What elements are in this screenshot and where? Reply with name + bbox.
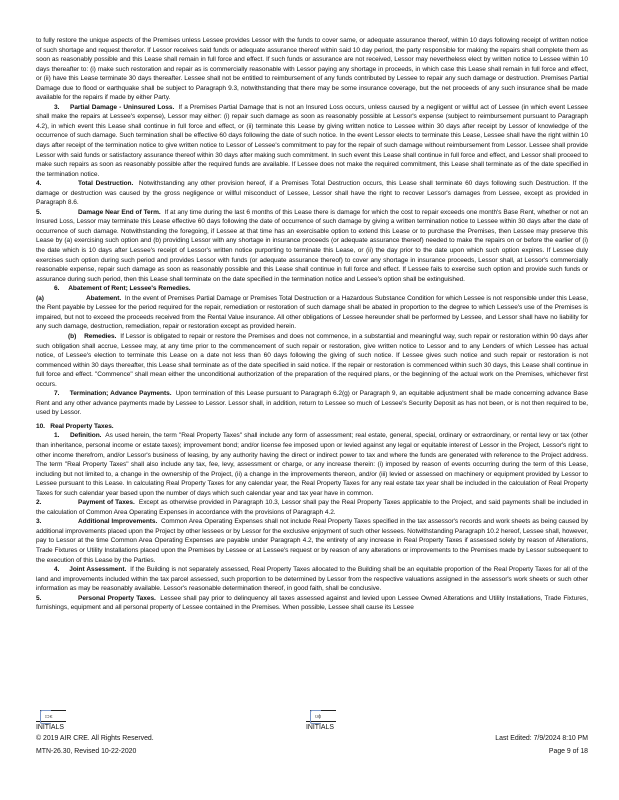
paragraph-number: 2. — [36, 499, 42, 507]
paragraph-9-6-b — [36, 332, 588, 389]
paragraph-heading: Remedies. — [84, 332, 117, 340]
paragraph-text: If at any time during the last 6 months of this Lease there is damage for which the cost to repair exceeds one month's Base Rent, whether or not an Insured Loss, Lessor may terminate this Lease effective 60 days following the date of occurrence of such damage by giving a written termination notice to Lessee within 30 days after the date of occurrence of such damage. Notwithstanding the foregoing, if Lessee at that time has an exercisable option to extend this Lease or to purchase the Premises, then Lessee may preserve this Lease by (a) exercising such option and (b) providing Lessor with any shortage in insurance proceeds (or adequate assurance thereof) needed to make the repairs on or before the earlier of (i) the date which is 10 days after Lessee's receipt of Lessor's written notice purporting to terminate this Lease, or (ii) the day prior to the date upon which such option expires. If Lessee duly exercises such option during such period and provides Lessor with funds (or adequate assurance thereof) to cover any shortage in insurance proceeds, Lessor shall, at Lessor's commercially reasonable expense, repair such damage as soon as reasonably possible and this Lease shall continue in full force and effect. If Lessee fails to exercise such option and provide such funds or assurance during such period, then this Lease shall terminate on the date specified in the termination notice and Lessee's option shall be extinguished. — [36, 208, 588, 283]
paragraph-text: If a Premises Partial Damage that is not an Insured Loss occurs, unless caused by a negligent or willful act of Lessee (in which event Lessee shall make the repairs at Lessee's expense), Lessor may either: (i) repair such damage as soon as reasonably possible at Lessor's expense (subject to reimbursement pursuant to Paragraph 4.2), in which event this Lease shall continue in full force and effect, or (ii) terminate this Lease by giving written notice to Lessee within 30 days after receipt by Lessor of knowledge of the occurrence of such damage. Such termination shall be effective 60 days following the date of such notice. In the event Lessor elects to terminate this Lease, Lessee shall have the right within 10 days after receipt of the termination notice to give written notice to Lessor of Lessee's commitment to pay for the repair of such damage without reimbursement from Lessor. Lessee shall provide Lessor with said funds or satisfactory assurance thereof within 30 days after making such commitment. In such event this Lease shall continue in full force and effect, and Lessor shall proceed to make such repairs as soon as reasonably possible after the required funds are available. If Lessee does not make the required commitment, this Lease shall terminate as of the date specified in the termination notice. — [36, 103, 588, 178]
paragraph-number: 3. — [54, 103, 60, 111]
paragraph-heading: Personal Property Taxes. — [78, 594, 156, 602]
paragraph-text: In the event of Premises Partial Damage or Premises Total Destruction or a Hazardous Substance Condition for which Lessee is not responsible under this Lease, the Rent payable by Lessee for the period required for the repair, remediation or restoration of such damage shall be abated in proportion to the degree to which Lessee's use of the Premises is impaired, but not to exceed the proceeds received from the Rental Value insurance. All other obligations of Lessee hereunder shall be performed by Lessee, and Lessor shall have no liability for any such damage, destruction, remediation, repair or restoration except as provided herein. — [36, 294, 588, 331]
paragraph-10-3 — [36, 517, 588, 565]
paragraph-text: Upon termination of this Lease pursuant to Paragraph 6.2(g) or Paragraph 9, an equitable adjustment shall be made concerning advance Base Rent and any other advance payments made by Lessee to Lessor. Lessor shall, in addition, return to Lessee so much of Lessee's Security Deposit as has not been, or is not then required to be, used by Lessor. — [36, 390, 588, 417]
section-10-heading — [36, 422, 588, 432]
last-edited-timestamp: Last Edited: 7/9/2024 8:10 PM — [495, 735, 588, 742]
lessor-initials-mark: ɪɔĸ — [45, 714, 53, 720]
paragraph-10-5 — [36, 594, 588, 613]
paragraph-heading: Damage Near End of Term. — [78, 208, 161, 216]
paragraph-text: If Lessor is obligated to repair or restore the Premises and does not commence, in a substantial and meaningful way, such repair or restoration within 90 days after such obligation shall accrue, Lessee may, at any time prior to the commencement of such repair or restoration, give written notice to Lessor and to any Lenders of which Lessee has actual notice, of Lessee's election to terminate this Lease on a date not less than 60 days following the giving of such notice. If Lessee gives such notice and such repair or restoration is not commenced within 30 days thereafter, this Lease shall terminate as of the date specified in said notice. If the repair or restoration is commenced within such 30 days, this Lease shall continue in full force and effect. "Commence" shall mean either the unconditional authorization of the preparation of the required plans, or the beginning of the actual work on the Premises, whichever first occurs. — [36, 332, 588, 388]
paragraph-text: Notwithstanding any other provision hereof, if a Premises Total Destruction occurs, this Lease shall terminate 60 days following such Destruction. If the damage or destruction was caused by the gross negligence or willful misconduct of Lessee, Lessor shall have the right to recover Lessor's damages from Lessee, except as provided in Paragraph 8.6. — [36, 180, 588, 207]
paragraph-number: (a) — [36, 294, 44, 302]
paragraph-10-2 — [36, 498, 588, 517]
paragraph-text: Except as otherwise provided in Paragraph 10.3, Lessor shall pay the Real Property Taxes applicable to the Project, and said payments shall be included in the calculation of Common Area Operating Expenses in accordance with the provisions of Paragraph 4.2. — [36, 499, 588, 516]
paragraph-9-3 — [36, 103, 588, 179]
paragraph-10-4 — [36, 565, 588, 594]
document-page — [36, 36, 588, 613]
paragraph-text: If the Building is not separately assessed, Real Property Taxes allocated to the Building shall be an equitable proportion of the Real Property Taxes for all of the land and improvements included within the tax parcel assessed, such proportion to be determined by Lessor from the respective valuations assigned in the assessor's work sheets or such other information as may be reasonably available. Lessor's reasonable determination thereof, in good faith, shall be conclusive. — [36, 566, 588, 593]
paragraph-heading: Termination; Advance Payments. — [69, 390, 172, 398]
lessor-initials-field[interactable] — [36, 710, 66, 722]
form-code: MTN-26.30, Revised 10-22-2020 — [36, 748, 137, 755]
paragraph-heading: Payment of Taxes. — [78, 499, 135, 507]
section-heading: Real Property Taxes. — [50, 422, 114, 430]
paragraph-number: 4. — [36, 180, 42, 188]
paragraph-heading: Total Destruction. — [78, 180, 134, 188]
paragraph-number: 3. — [36, 518, 42, 526]
initials-label-lessee: INITIALS — [306, 724, 334, 731]
paragraph-9-6 — [36, 284, 588, 294]
paragraph-9-7 — [36, 389, 588, 418]
lessee-initials-mark: ʋɸ — [315, 714, 322, 720]
paragraph-9-5 — [36, 208, 588, 284]
paragraph-number: 1. — [54, 432, 60, 440]
lessee-initials-field[interactable] — [306, 710, 336, 722]
paragraph-number: 7. — [54, 390, 60, 398]
paragraph-text: Common Area Operating Expenses shall not include Real Property Taxes specified in the tax assessor's records and work sheets as being caused by additional improvements placed upon the Project by other lessees or by Lessor for the exclusive enjoyment of such other lessees. Notwithstanding Paragraph 10.2 hereof, Lessee shall, however, pay to Lessor at the time Common Area Operating Expenses are payable under Paragraph 4.2, the entirety of any increase in Real Property Taxes if assessed solely by reason of Alterations, Trade Fixtures or Utility Installations placed upon the Premises by Lessee or at Lessee's request or by reason of any alterations or improvements to the Premises made by Lessor subsequent to the execution of this Lease by the Parties. — [36, 518, 588, 564]
paragraph-text: to fully restore the unique aspects of the Premises unless Lessee provides Lessor with the funds to cover same, or adequate assurance thereof, within 10 days following receipt of written notice of such shortage and request therefor. If Lessor receives said funds or adequate assurance thereof within said 10 day period, the party responsible for making the repairs shall complete them as soon as reasonably possible and this Lease shall remain in full force and effect. If such funds or assurance are not received, Lessor may nevertheless elect by written notice to Lessee within 10 days thereafter to: (i) make such restoration and repair as is commercially reasonable with Lessor paying any shortage in proceeds, in which case this Lease shall remain in full force and effect, or (ii) have this Lease terminate 30 days thereafter. Lessee shall not be entitled to reimbursement of any funds contributed by Lessee to repair any such damage or destruction. Premises Partial Damage due to flood or earthquake shall be subject to Paragraph 9.3, notwithstanding that there may be some insurance coverage, but the net proceeds of any such insurance shall be made available for the repairs if made by either Party. — [36, 37, 588, 102]
paragraph-heading: Abatement of Rent; Lessee's Remedies. — [68, 285, 191, 293]
paragraph-9-2-continuation — [36, 36, 588, 103]
paragraph-9-4 — [36, 179, 588, 208]
paragraph-heading: Partial Damage - Uninsured Loss. — [70, 103, 175, 111]
paragraph-number: 5. — [36, 594, 42, 602]
paragraph-heading: Joint Assessment. — [69, 566, 127, 574]
page-number: Page 9 of 18 — [548, 748, 588, 755]
paragraph-9-6-a — [36, 294, 588, 332]
paragraph-heading: Abatement. — [86, 294, 122, 302]
paragraph-text: Lessee shall pay prior to delinquency all taxes assessed against and levied upon Lessee Owned Alterations and Utility Installations, Trade Fixtures, furnishings, equipment and all personal property of Lessee contained in the Premises. When possible, Lessee shall cause its Lessee — [36, 594, 588, 612]
section-number: 10. — [36, 422, 45, 430]
paragraph-number: 5. — [36, 208, 42, 216]
paragraph-number: 6. — [54, 285, 60, 293]
paragraph-number: 4. — [54, 566, 60, 574]
paragraph-number: (b) — [68, 332, 77, 340]
copyright-notice: © 2019 AIR CRE. All Rights Reserved. — [36, 735, 154, 742]
paragraph-heading: Additional Improvements. — [78, 518, 158, 526]
paragraph-heading: Definition. — [69, 432, 102, 440]
paragraph-text: As used herein, the term "Real Property Taxes" shall include any form of assessment; real estate, general, special, ordinary or extraordinary, or rental levy or tax (other than inheritance, personal income or estate taxes); improvement bond; and/or license fee imposed upon or levied against any legal or equitable interest of Lessor in the Project, Lessor's right to other income therefrom, and/or Lessor's business of leasing, by any authority having the direct or indirect power to tax and where the funds are generated with reference to the Project address. The term "Real Property Taxes" shall also include any tax, fee, levy, assessment or charge, or any increase therein: (i) imposed by reason of events occurring during the term of this Lease, including but not limited to, a change in the ownership of the Project, (ii) a change in the improvements thereon, and/or (iii) levied or assessed on machinery or equipment provided by Lessor to Lessee pursuant to this Lease. In calculating Real Property Taxes for any calendar year, the Real Property Taxes for any real estate tax year shall be included in the calculation of Real Property Taxes for such calendar year based upon the number of days which such calendar year and tax year have in common. — [36, 432, 588, 497]
initials-label-lessor: INITIALS — [36, 724, 64, 731]
paragraph-10-1 — [36, 431, 588, 498]
